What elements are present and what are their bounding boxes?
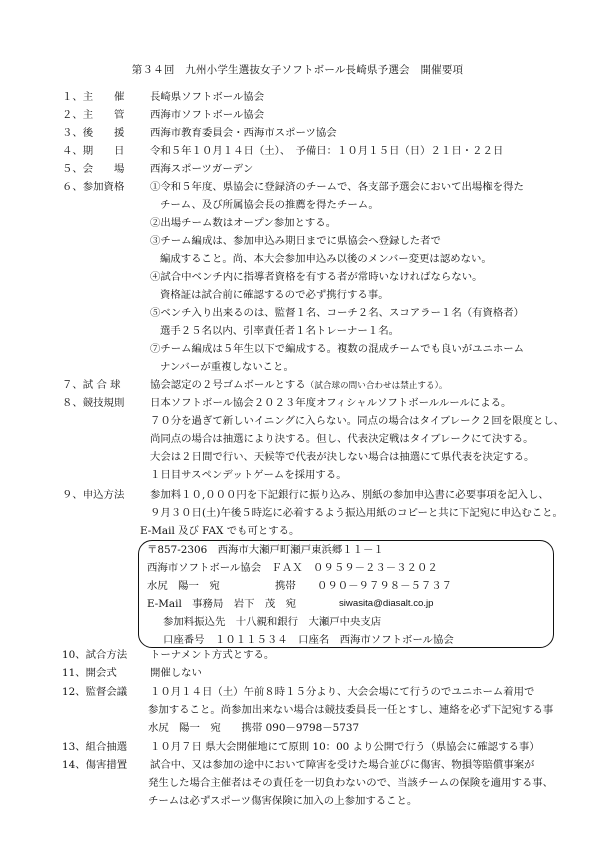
item-label: １、主 催 xyxy=(62,91,125,103)
item-text: 令和５年１０月１４日（土）、 予備日：１０月１５日（日）２１日・２２日 xyxy=(150,145,504,157)
item-text: １０月７日 県大会開催地にて原則 10：00 より公開で行う（県協会に確認する事） xyxy=(150,741,540,753)
contact-bank: 参加料振込先 十八親和銀行 大瀬戸中央支店 xyxy=(163,616,382,628)
contact-person: 水尻 陽一 宛 xyxy=(147,580,220,592)
qualification-line: 資格証は試合前に確認するので必ず携行する事。 xyxy=(160,289,389,301)
item-label: ９、申込方法 xyxy=(62,489,125,501)
meeting-line: 水尻 陽一 宛 携帯 090－9798－5737 xyxy=(148,722,360,734)
qualification-line: 編成すること。尚、本大会参加申込み以後のメンバー変更は認めない。 xyxy=(160,253,492,265)
application-line: ９月３０日(土)午後５時迄に必着するよう振込用紙のコピーと共に下記宛に申込むこと。 xyxy=(150,507,563,519)
ball-note: （試合球の問い合わせは禁止する）。 xyxy=(305,381,448,391)
item-text: 西海スポーツガーデン xyxy=(150,163,254,175)
item-text: 日本ソフトボール協会２０２３年度オフィシャルソフトボールルールによる。 xyxy=(150,397,512,409)
insurance-line: チームは必ずスポーツ傷害保険に加入の上参加すること。 xyxy=(148,795,418,807)
qualification-line: チーム、及び所属協会長の推薦を得たチーム。 xyxy=(160,199,379,211)
item-label: ６、参加資格 xyxy=(62,181,125,193)
contact-mobile-label: 携帯 xyxy=(275,580,296,592)
item-text: 開催しない xyxy=(150,667,202,679)
item-label: ７、試 合 球 xyxy=(62,379,121,391)
qualification-line: ⑦チーム編成は５年生以下で編成する。複数の混成チームでも良いがユニホーム xyxy=(150,343,525,355)
rules-line: 尚同点の場合は抽選により決する。但し、代表決定戦はタイブレークにて決する。 xyxy=(150,433,534,445)
qualification-line: ②出場チーム数はオープン参加とする。 xyxy=(150,217,337,229)
item-text: 試合中、又は参加の途中において障害を受けた場合並びに傷害、物損等賠償事案が xyxy=(150,759,535,771)
item-label: 12、監督会議 xyxy=(62,686,128,698)
item-label: 11、開会式 xyxy=(62,667,117,679)
item-text: １０月１４日（土）午前８時１５分より、大会会場にて行うのでユニホーム着用で xyxy=(150,686,535,698)
contact-account: 口座番号 １０１１５３４ 口座名 西海市ソフトボール協会 xyxy=(163,634,454,646)
item-label: ４、期 日 xyxy=(62,145,125,157)
contact-address: 〒857-2306 西海市大瀬戸町瀬戸東浜郷１１－１ xyxy=(147,544,384,556)
item-text: トーナメント方式とする。 xyxy=(150,649,275,661)
item-text: 長崎県ソフトボール協会 xyxy=(150,91,265,103)
contact-email-line: E-Mail 事務局 岩下 茂 宛 xyxy=(147,598,297,610)
qualification-line: ④試合中ベンチ内に指導者資格を有する者が常時いなければならない。 xyxy=(150,271,483,283)
contact-association: 西海市ソフトボール協会 ＦＡＸ ０９５９－２３－３２０２ xyxy=(147,562,438,574)
rules-line: １日目サスペンデットゲームを採用する。 xyxy=(150,469,347,481)
document-title: 第３４回 九州小学生選抜女子ソフトボール長崎県予選会 開催要項 xyxy=(131,64,464,76)
item-text: 西海市ソフトボール協会 xyxy=(150,109,265,121)
qualification-line: ⑤ベンチ入り出来るのは、監督１名、コーチ２名、スコアラー１名（有資格者） xyxy=(150,307,525,319)
item-text: 西海市教育委員会・西海市スポーツ協会 xyxy=(150,127,337,139)
item-text: 協会認定の２号ゴムボールとする xyxy=(150,379,306,391)
item-label: ５、会 場 xyxy=(62,163,125,175)
qualification-line: ③チーム編成は、参加申込み期日までに県協会へ登録した者で xyxy=(150,235,441,247)
item-text: 参加料１０,０００円を下記銀行に振り込み、別紙の参加申込書に必要事項を記入し、 xyxy=(150,489,549,501)
meeting-line: 参加すること。尚参加出来ない場合は競技委員長一任とすし、連絡を必ず下記宛する事 xyxy=(148,704,554,716)
contact-mobile-number: ０９０－９７９８－５７３７ xyxy=(317,580,453,592)
item-label: ８、競技規則 xyxy=(62,397,125,409)
rules-line: 大会は２日間で行い、天候等で代表が決しない場合は抽選にて県代表を決定する。 xyxy=(150,451,535,463)
item-label: 14、傷害措置 xyxy=(62,759,128,771)
item-label: ３、後 援 xyxy=(62,127,125,139)
contact-email-address[interactable]: siwasita@diasalt.co.jp xyxy=(339,598,434,609)
item-label: 13、組合抽選 xyxy=(62,741,128,753)
item-label: ２、主 管 xyxy=(62,109,125,121)
qualification-line: ナンバーが重複しないこと。 xyxy=(160,361,294,373)
insurance-line: 発生した場合主催者はその責任を一切負わないので、当該チームの保険を適用する事、 xyxy=(148,777,554,789)
contact-box xyxy=(138,540,554,648)
rules-line: ７０分を過ぎて新しいイニングに入らない。同点の場合はタイブレーク２回を限度とし、 xyxy=(150,415,565,427)
item-label: 10、試合方法 xyxy=(62,649,128,661)
item-text: ①令和５年度、県協会に登録済のチームで、各支部予選会において出場権を得た xyxy=(150,181,524,193)
qualification-line: 選手２５名以内、引率責任者１名トレーナー１名。 xyxy=(160,325,399,337)
application-line: E-Mail 及び FAX でも可とする。 xyxy=(140,525,300,537)
